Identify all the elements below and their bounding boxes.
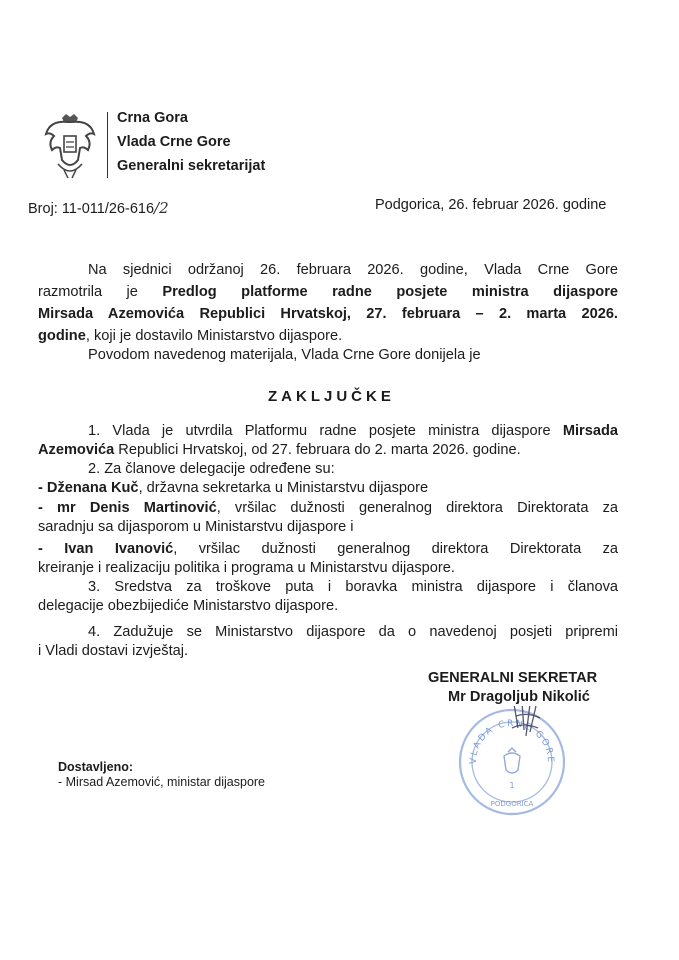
intro-plain-end: , koji je dostavilo Ministarstvo dijaspore. <box>85 328 343 344</box>
signatory-role: GENERALNI SEKRETAR <box>428 670 598 686</box>
intro-line-3 <box>38 305 618 324</box>
reference-number-text: Broj: 11-011/26-616 <box>28 201 155 217</box>
conclusion-4-line-1: 4. Zadužuje se Ministarstvo dijaspore da o navedenoj posjeti pripremi <box>88 624 618 640</box>
header-secretariat: Generalni sekretarijat <box>117 158 266 174</box>
delegate-1-name: - Dženana Kuč <box>38 480 139 496</box>
delegate-1 <box>38 479 618 498</box>
delegate-3-cont: kreiranje i realizaciju politika i programa u Ministarstvu dijaspore. <box>38 560 455 576</box>
delegate-2 <box>38 499 618 518</box>
stamp-emblem <box>504 748 520 773</box>
coat-of-arms <box>42 112 98 182</box>
stamp-number: 1 <box>509 781 515 790</box>
conclusion-2: 2. Za članove delegacije određene su: <box>88 461 335 477</box>
delegate-2-name: - mr Denis Martinović <box>38 500 217 516</box>
intro-bold-cont: Mirsada Azemovića Republici Hrvatskoj, 27. februara – 2. marta 2026. <box>38 306 618 322</box>
conclusion-3-line-1: 3. Sredstva za troškove puta i boravka ministra dijaspore i članova <box>88 579 618 595</box>
place-date: Podgorica, 26. februar 2026. godine <box>375 197 607 213</box>
conclusion-1-bold: Mirsada <box>562 423 618 439</box>
header-divider <box>107 112 108 178</box>
conclusion-1-line-2 <box>38 441 618 460</box>
delegate-2-role: , vršilac dužnosti generalnog direktora Direktorata za <box>216 500 619 516</box>
delegate-3-name: - Ivan Ivanović <box>38 541 174 557</box>
official-stamp <box>456 706 568 818</box>
header-country: Crna Gora <box>117 110 188 126</box>
reference-number <box>28 199 169 217</box>
delegate-2-cont: saradnju sa dijasporom u Ministarstvu dijaspore i <box>38 519 354 535</box>
conclusion-3-line-2: delegacije obezbijediće Ministarstvo dijaspore. <box>38 598 339 614</box>
delegate-3 <box>38 540 618 559</box>
delivered-label: Dostavljeno: <box>58 760 134 774</box>
intro-line-2 <box>38 283 618 302</box>
stamp-ring-text: VLADA CRNE GORE <box>468 718 556 765</box>
delegate-3-role: , vršilac dužnosti generalnog direktora Direktorata za <box>173 541 619 557</box>
intro-plain: razmotrila je <box>38 284 163 300</box>
conclusion-1-plain-cont: Republici Hrvatskoj, od 27. februara do 2. marta 2026. godine. <box>114 442 521 458</box>
conclusion-1-line-1 <box>88 422 618 441</box>
stamp-city: PODGORICA <box>490 800 534 808</box>
intro-line-4 <box>38 327 618 346</box>
delivered-item: - Mirsad Azemović, ministar dijaspore <box>58 775 266 789</box>
svg-text:VLADA CRNE GORE <box>469 719 555 764</box>
handwritten-suffix: /2 <box>154 199 169 217</box>
signatory-name: Mr Dragoljub Nikolić <box>448 689 590 705</box>
intro-line-1: Na sjednici održanoj 26. februara 2026. godine, Vlada Crne Gore <box>88 262 618 278</box>
conclusion-1-bold-cont: Azemovića <box>38 442 115 458</box>
montenegro-coat-of-arms-icon <box>42 112 98 182</box>
header-government: Vlada Crne Gore <box>117 134 231 150</box>
intro-bold-title: Predlog platforme radne posjete ministra dijaspore <box>162 284 619 300</box>
conclusion-4-line-2: i Vladi dostavi izvještaj. <box>38 643 189 659</box>
intro-bold-end: godine <box>38 328 86 344</box>
delegate-1-role: , državna sekretarka u Ministarstvu dijaspore <box>138 480 429 496</box>
intro-line-5: Povodom navedenog materijala, Vlada Crne Gore donijela je <box>88 347 481 363</box>
conclusion-1-plain: 1. Vlada je utvrdila Platformu radne posjete ministra dijaspore <box>88 423 563 439</box>
document-title: ZAKLJUČKE <box>268 388 395 405</box>
